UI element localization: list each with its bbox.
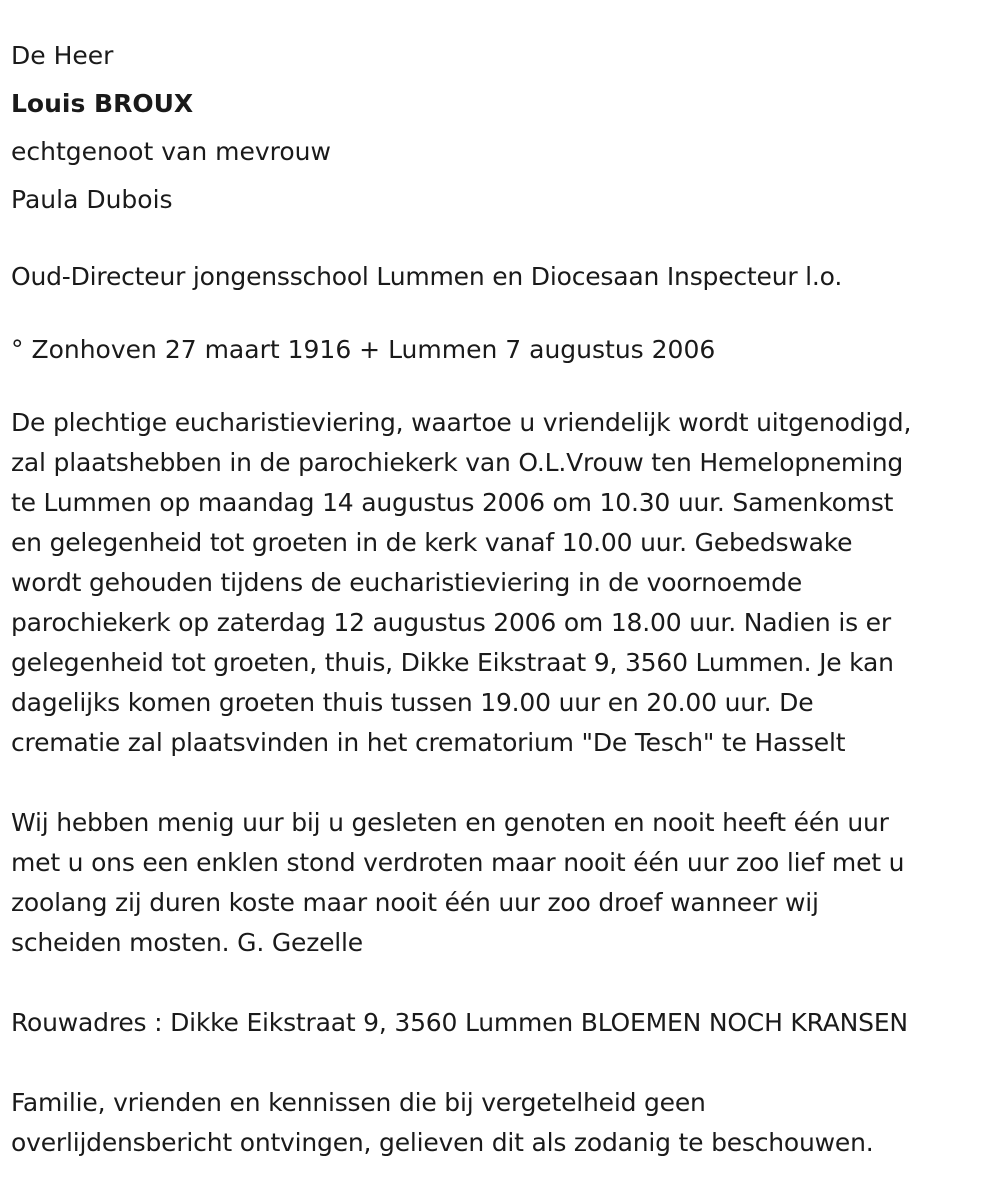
relation-text: echtgenoot van mevrouw: [11, 137, 331, 166]
ceremony-line: gelegenheid tot groeten, thuis, Dikke Eikstraat 9, 3560 Lummen. Je kan: [11, 648, 894, 677]
occupation-text: Oud-Directeur jongensschool Lummen en Diocesaan Inspecteur l.o.: [11, 262, 843, 291]
ceremony-line: parochiekerk op zaterdag 12 augustus 2006 om 18.00 uur. Nadien is er: [11, 608, 891, 637]
spouse-name: Paula Dubois: [11, 185, 173, 214]
poem-quote: [11, 803, 988, 963]
ceremony-paragraph: [11, 403, 988, 763]
ceremony-line: zal plaatshebben in de parochiekerk van O.L.Vrouw ten Hemelopneming: [11, 448, 904, 477]
salutation: De Heer: [11, 41, 114, 70]
deceased-name: Louis BROUX: [11, 89, 194, 118]
ceremony-line: De plechtige eucharistieviering, waartoe u vriendelijk wordt uitgenodigd,: [11, 408, 912, 437]
ceremony-line: dagelijks komen groeten thuis tussen 19.00 uur en 20.00 uur. De: [11, 688, 814, 717]
ceremony-line: crematie zal plaatsvinden in het crematorium "De Tesch" te Hasselt: [11, 728, 846, 757]
deceased-header: [11, 0, 988, 224]
closing-line: Familie, vrienden en kennissen die bij vergetelheid geen: [11, 1088, 706, 1117]
mourning-address: Rouwadres : Dikke Eikstraat 9, 3560 Lummen BLOEMEN NOCH KRANSEN: [11, 1008, 908, 1037]
poem-line: zoolang zij duren koste maar nooit één uur zoo droef wanneer wij: [11, 888, 819, 917]
ceremony-line: wordt gehouden tijdens de eucharistieviering in de voornoemde: [11, 568, 803, 597]
closing-paragraph: [11, 1083, 988, 1163]
closing-line: overlijdensbericht ontvingen, gelieven dit als zodanig te beschouwen.: [11, 1128, 874, 1157]
ceremony-line: te Lummen op maandag 14 augustus 2006 om 10.30 uur. Samenkomst: [11, 488, 894, 517]
poem-line: met u ons een enklen stond verdroten maar nooit één uur zoo lief met u: [11, 848, 905, 877]
poem-line: Wij hebben menig uur bij u gesleten en genoten en nooit heeft één uur: [11, 808, 889, 837]
ceremony-line: en gelegenheid tot groeten in de kerk vanaf 10.00 uur. Gebedswake: [11, 528, 853, 557]
birth-death-dates: ° Zonhoven 27 maart 1916 + Lummen 7 augustus 2006: [11, 335, 716, 364]
poem-line: scheiden mosten. G. Gezelle: [11, 928, 363, 957]
